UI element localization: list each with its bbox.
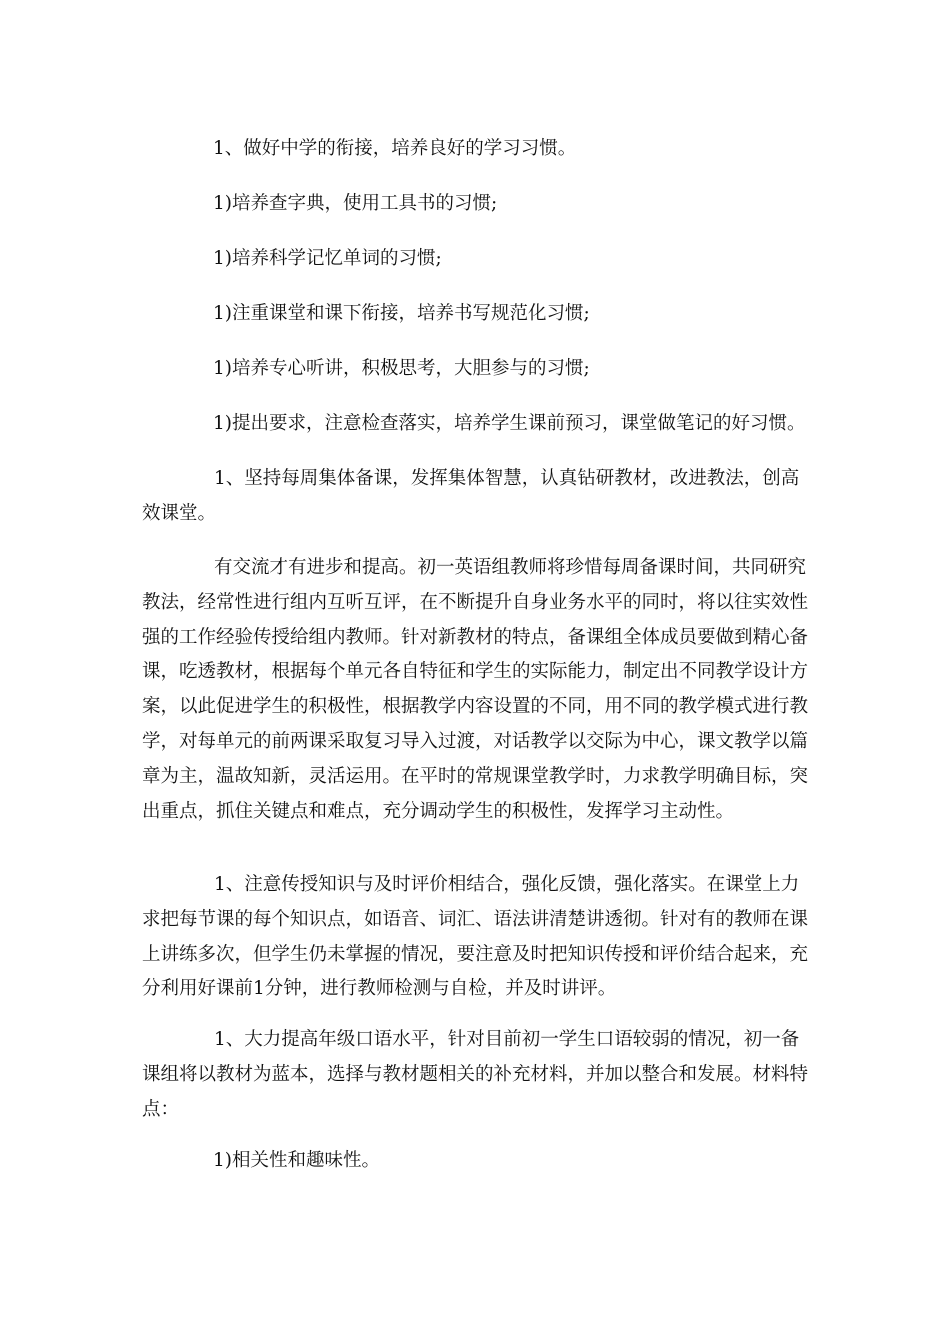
list-item-vocabulary: 1)培养科学记忆单词的习惯;: [213, 248, 442, 269]
paragraph-knowledge-evaluation: 1、注意传授知识与及时评价相结合，强化反馈，强化落实。在课堂上力求把每节课的每个知识点，如语音、词汇、语法讲清楚讲透彻。针对有的教师在课上讲练多次，但学生仍未掌握的情况，要注意及时把知识传授和评价结合起来，充分利用好课前1分钟，进行教师检测与自检，并及时讲评。: [142, 874, 809, 1000]
list-item-dictionary: 1)培养查字典，使用工具书的习惯;: [213, 193, 498, 214]
paragraph-exchange: 有交流才有进步和提高。初一英语组教师将珍惜每周备课时间，共同研究教法，经常性进行组内互听互评，在不断提升自身业务水平的同时，将以往实效性强的工作经验传授给组内教师。针对新教材的特点，备课组全体成员要做到精心备课，吃透教材，根据每个单元各自特征和学生的实际能力，制定出不同教学设计方案，以此促进学生的积极性，根据教学内容设置的不同，用不同的教学模式进行教学，对每单元的前两课采取复习导入过渡，对话教学以交际为中心，课文教学以篇章为主，温故知新，灵活运用。在平时的常规课堂教学时，力求教学明确目标，突出重点，抓住关键点和难点，充分调动学生的积极性，发挥学习主动性。: [142, 557, 809, 822]
list-item-relevance: 1)相关性和趣味性。: [213, 1150, 380, 1171]
section-heading-habits: 1、做好中学的衔接，培养良好的学习习惯。: [213, 138, 577, 159]
paragraph-oral-english: 1、大力提高年级口语水平，针对目前初一学生口语较弱的情况，初一备课组将以教材为蓝本，选择与教材题相关的补充材料，并加以整合和发展。材料特点：: [142, 1029, 809, 1120]
list-item-listening: 1)培养专心听讲，积极思考，大胆参与的习惯;: [213, 358, 590, 379]
list-item-writing: 1)注重课堂和课下衔接，培养书写规范化习惯;: [213, 303, 590, 324]
list-item-preview-notes: 1)提出要求，注意检查落实，培养学生课前预习，课堂做笔记的好习惯。: [213, 413, 806, 434]
paragraph-collective-planning: 1、坚持每周集体备课，发挥集体智慧，认真钻研教材，改进教法，创高效课堂。: [142, 468, 800, 524]
